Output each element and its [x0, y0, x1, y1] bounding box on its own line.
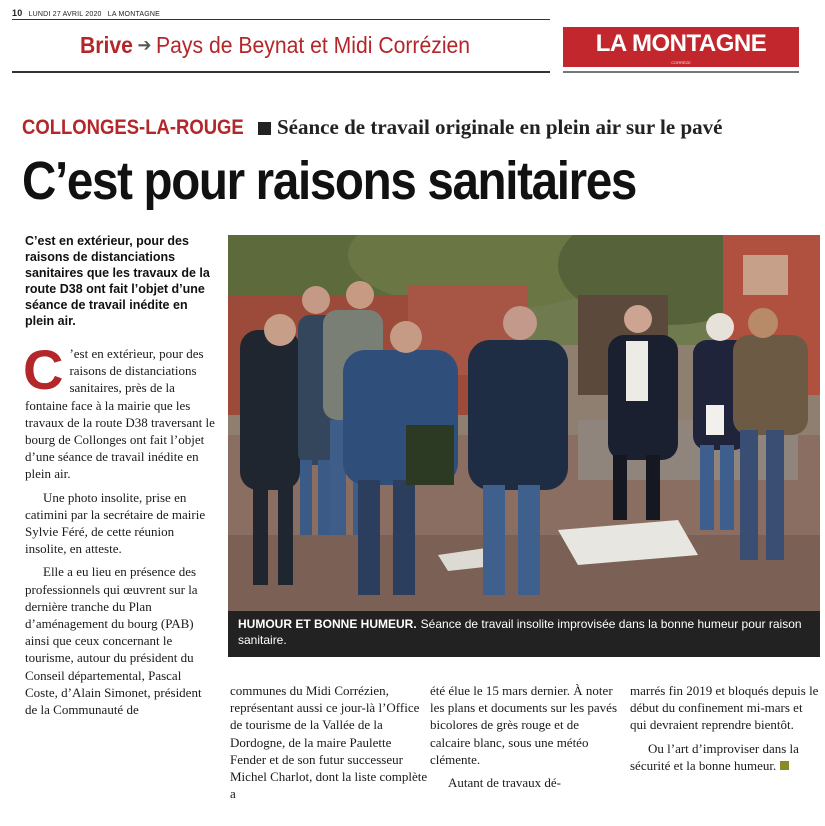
folio-paper: LA MONTAGNE	[107, 11, 161, 18]
kicker	[22, 115, 722, 140]
masthead-name: LA MONTAGNE	[595, 30, 767, 57]
drop-cap: C	[23, 338, 64, 401]
folio-date: LUNDI 27 AVRIL 2020	[28, 11, 102, 18]
article-photo	[228, 235, 820, 611]
masthead-rule	[563, 71, 799, 73]
paragraph-3-part-2: communes du Midi Corrézien, représentant aussi ce jour-là l’Office de tourisme de la Vallée de la Dordogne, de la maire Paulette Fender et de son futur successeur Michel Charlot, dont la liste complète a	[230, 683, 428, 802]
headline: C’est pour raisons sanitaires	[22, 151, 637, 211]
paragraph-2: Une photo insolite, prise en catimini par la secrétaire de mairie Sylvie Féré, de cette réunion insolite, en atteste.	[25, 489, 206, 557]
section-area: Pays de Beynat et Midi Corrézien	[156, 32, 471, 58]
masthead-logo	[563, 27, 799, 67]
paragraph-3-part-1: Elle a eu lieu en présence des professionnels qui œuvrent sur la dernière tranche du Plan d’aménagement du bourg (PAB) ainsi que ceux concernant le tourisme, autour du président du Conseil départemental, Pascal Coste, d’Alain Simonet, président de la Communauté de	[25, 564, 202, 718]
arrow-right-icon: ➔	[137, 35, 152, 55]
paragraph-4-part-2: marrés fin 2019 et bloqués depuis le début du confinement mi-mars et qui devraient reprendre bientôt.	[630, 683, 819, 733]
article-column-3	[430, 682, 620, 797]
square-bullet-icon	[258, 122, 271, 135]
page-number: 10	[12, 8, 23, 18]
article-column-1	[23, 338, 215, 724]
masthead-edition: CORRÈZE	[671, 60, 691, 65]
photo-meeting-outdoor	[228, 235, 820, 611]
end-mark-icon	[780, 761, 789, 770]
folio-rule	[12, 19, 550, 20]
section-header	[80, 32, 470, 59]
paragraph-5-text: Ou l’art d’improviser dans la sécurité et la bonne humeur.	[630, 740, 799, 773]
section-city: Brive	[80, 32, 133, 58]
paragraph-1	[23, 338, 215, 483]
folio-line	[12, 8, 160, 18]
section-rule	[12, 71, 550, 73]
kicker-place: COLLONGES-LA-ROUGE	[22, 116, 244, 139]
kicker-text: Séance de travail originale en plein air sur le pavé	[277, 115, 723, 139]
paragraph-1-text: ’est en extérieur, pour des raisons de distanciations sanitaires, près de la fontaine face à la mairie que les travaux de la route D38 traversant le bourg de Collonges ont fait l’objet d’une séance de travail inédite en plein air.	[25, 346, 215, 482]
paragraph-5	[630, 740, 820, 774]
paragraph-3-part-3: été élue le 15 mars dernier. À noter les plans et documents sur les pavés bicolores de grès rouge et de calcaire blanc, sous une météo clémente.	[430, 683, 618, 767]
lead-paragraph: C’est en extérieur, pour des raisons de distanciations sanitaires que les travaux de la route D38 ont fait l’objet d’une séance de travail inédite en plein air.	[25, 234, 210, 328]
photo-caption	[228, 611, 820, 657]
article-column-4	[630, 682, 820, 780]
caption-text: Séance de travail insolite improvisée dans la bonne humeur pour raison sanitaire.	[238, 617, 802, 647]
article-column-2	[230, 682, 430, 808]
caption-lead: HUMOUR ET BONNE HUMEUR.	[238, 617, 417, 631]
paragraph-4-part-1: Autant de travaux dé-	[448, 775, 561, 791]
